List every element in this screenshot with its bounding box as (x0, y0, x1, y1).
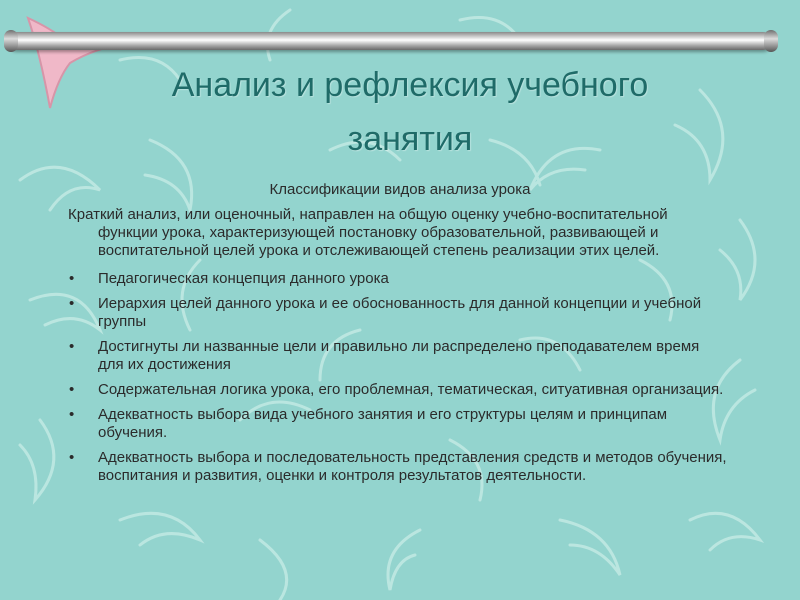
intro-first-line: Краткий анализ, или оценочный, направлен на общую оценку учебно-воспитательной (68, 206, 668, 223)
bullet-text: Иерархия целей данного урока и ее обоснованность для данной концепции и учебной группы (98, 295, 702, 330)
bullet-dot: • (69, 338, 75, 355)
bullet-text: Адекватность выбора и последовательность представления средств и методов обучения, воспитания и развития, оценки и контроля результатов деятельности. (98, 449, 727, 484)
bullet-dot: • (69, 270, 75, 287)
bullet-dot: • (69, 406, 75, 423)
slide-title (100, 58, 720, 166)
bullet-item (68, 449, 728, 485)
bullet-item (68, 338, 728, 374)
slide-title-line2: занятия (347, 120, 473, 158)
bullet-list (68, 270, 728, 492)
slide-title-line1: Анализ и рефлексия учебного (171, 66, 649, 104)
bullet-item (68, 381, 728, 399)
intro-rest: функции урока, характеризующей постановку образовательной, развивающей и воспитательной целей урока и отслеживающей степень реализации этих целей. (98, 224, 660, 259)
bullet-dot: • (69, 381, 75, 398)
slide-subtitle: Классификации видов анализа урока (269, 181, 531, 198)
bullet-text: Адекватность выбора вида учебного занятия и его структуры целям и принципам обучения. (98, 406, 668, 441)
bullet-text: Достигнуты ли названные цели и правильно ли распределено преподавателем время для их достижения (98, 338, 700, 373)
bullet-text: Педагогическая концепция данного урока (98, 270, 389, 287)
bullet-item (68, 295, 728, 331)
bullet-dot: • (69, 295, 75, 312)
bullet-dot: • (69, 449, 75, 466)
rod-divider (8, 32, 772, 50)
bullet-item (68, 406, 728, 442)
bullet-item (68, 270, 728, 288)
intro-paragraph (68, 206, 728, 260)
bullet-text: Содержательная логика урока, его проблемная, тематическая, ситуативная организация. (98, 381, 724, 398)
rod-cap-left (4, 30, 18, 52)
rod-cap-right (764, 30, 778, 52)
